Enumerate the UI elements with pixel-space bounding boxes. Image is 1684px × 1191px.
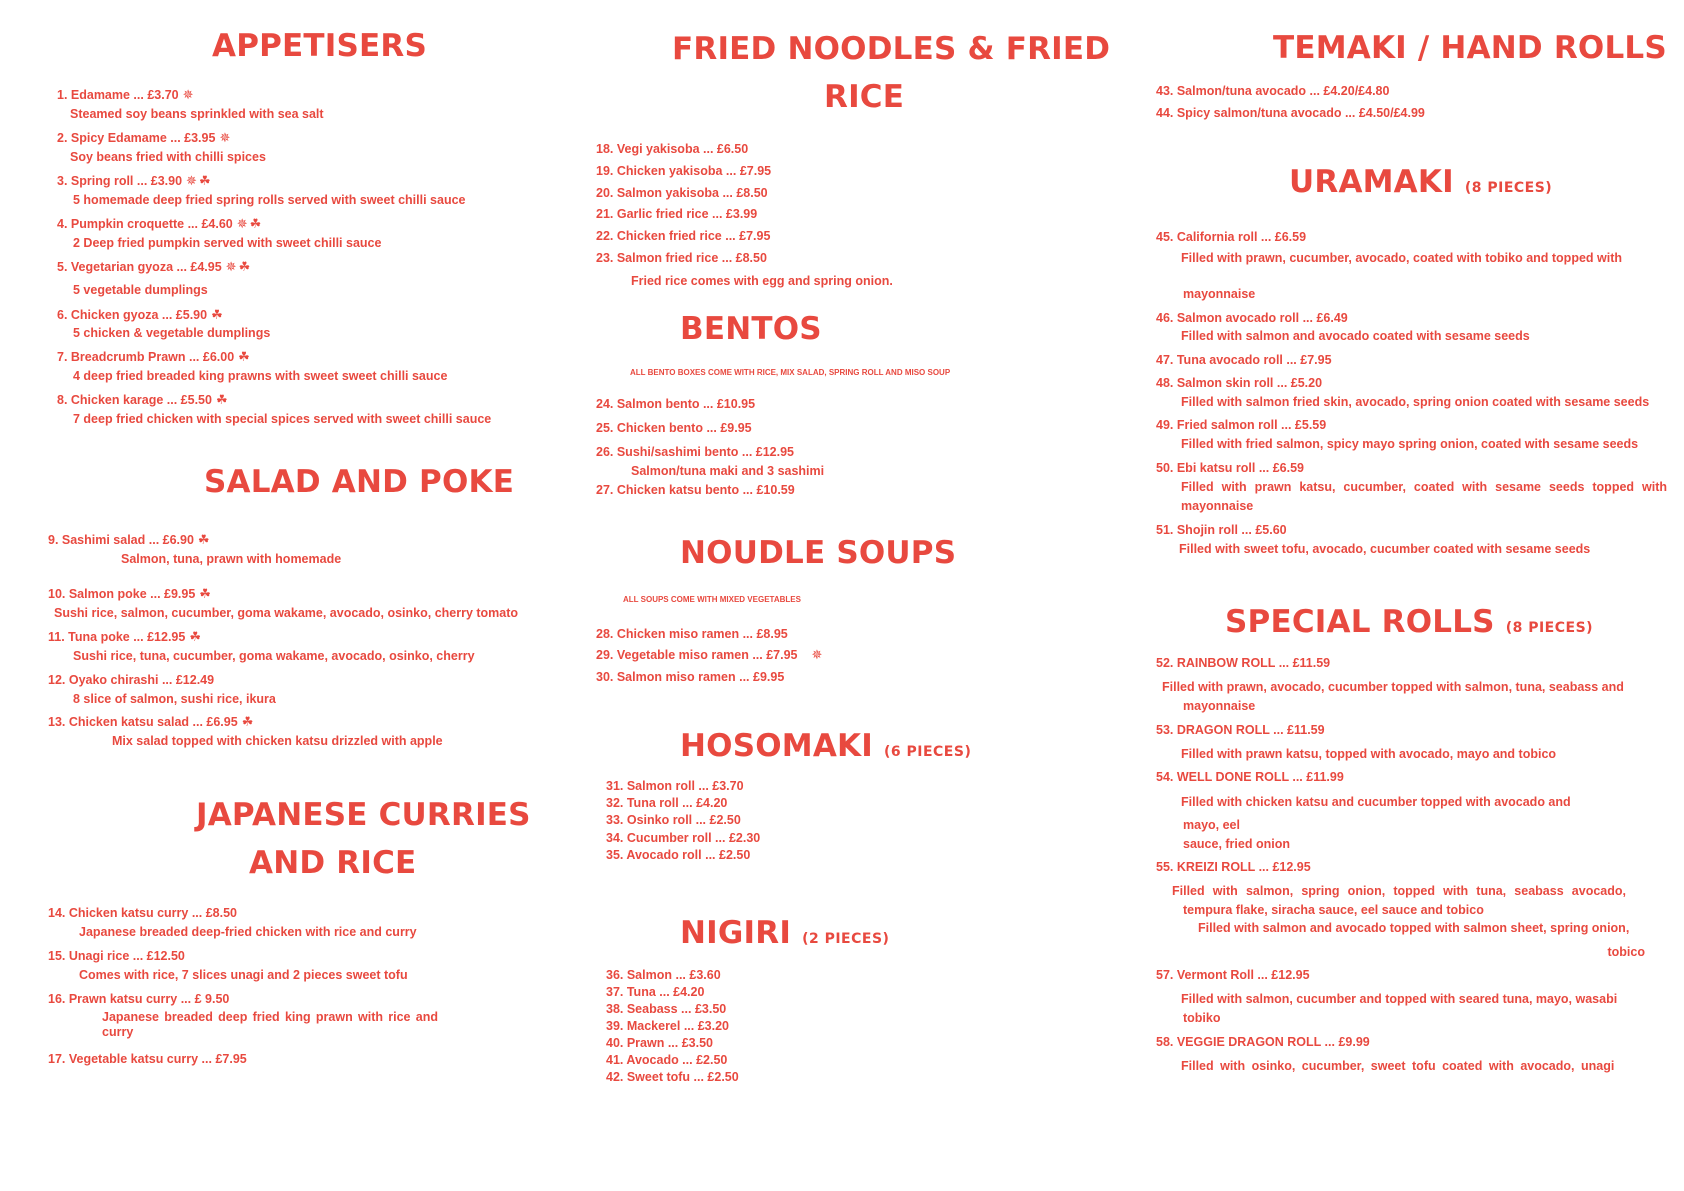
menu-item: 31. Salmon roll ... £3.70 [606, 779, 744, 793]
nigiri-heading: NIGIRI (2 PIECES) [680, 915, 890, 951]
menu-item: 11. Tuna poke ... £12.95 ☘ [48, 629, 201, 644]
item-description: Japanese breaded deep fried king prawn with rice and curry [102, 1010, 438, 1039]
item-description: Fried rice comes with egg and spring onion. [631, 274, 893, 288]
bentos-heading: BENTOS [680, 311, 822, 347]
item-description: tobico [1607, 945, 1645, 959]
noodle-soups-heading: NOUDLE SOUPS [680, 535, 957, 571]
asterisk-flower-icon: ✵ [236, 216, 248, 231]
menu-item: 33. Osinko roll ... £2.50 [606, 813, 741, 827]
menu-item: 39. Mackerel ... £3.20 [606, 1019, 730, 1033]
menu-item: 16. Prawn katsu curry ... £ 9.50 [48, 992, 230, 1006]
item-description: tempura flake, siracha sauce, eel sauce and tobico [1183, 903, 1484, 917]
item-description: mayonnaise [1183, 287, 1256, 301]
menu-item: 53. DRAGON ROLL ... £11.59 [1156, 723, 1325, 737]
leaf-sprig-icon: ☘ [189, 629, 201, 644]
menu-item: 37. Tuna ... £4.20 [606, 985, 705, 999]
curries-heading-line2: AND RICE [249, 845, 417, 881]
item-description: Filled with fried salmon, spicy mayo spring onion, coated with sesame seeds [1181, 437, 1639, 451]
curries-heading-line1: JAPANESE CURRIES [196, 797, 531, 833]
item-description: Filled with prawn, avocado, cucumber topped with salmon, tuna, seabass and [1162, 680, 1624, 694]
item-description: Filled with chicken katsu and cucumber topped with avocado and [1181, 795, 1571, 809]
special-rolls-heading: SPECIAL ROLLS (8 PIECES) [1225, 604, 1594, 640]
item-description: mayo, eel [1183, 818, 1240, 832]
leaf-sprig-icon: ☘ [215, 392, 228, 407]
leaf-sprig-icon: ☘ [238, 349, 250, 364]
temaki-heading: TEMAKI / HAND ROLLS [1273, 30, 1667, 66]
menu-item: 58. VEGGIE DRAGON ROLL ... £9.99 [1156, 1035, 1370, 1049]
item-description: Filled with salmon, cucumber and topped with seared tuna, mayo, wasabi [1181, 992, 1618, 1006]
item-description: Filled with prawn katsu, cucumber, coated with sesame seeds topped with [1181, 480, 1667, 494]
leaf-sprig-icon: ☘ [238, 259, 251, 274]
leaf-sprig-icon: ☘ [198, 173, 211, 188]
menu-item: 20. Salmon yakisoba ... £8.50 [596, 186, 768, 200]
item-description: 5 vegetable dumplings [73, 283, 208, 297]
item-description: Filled with salmon and avocado topped with salmon sheet, spring onion, [1198, 921, 1630, 935]
menu-item: 54. WELL DONE ROLL ... £11.99 [1156, 770, 1344, 784]
menu-item: 7. Breadcrumb Prawn ... £6.00 ☘ [57, 349, 250, 364]
soups-note: ALL SOUPS COME WITH MIXED VEGETABLES [623, 595, 801, 604]
asterisk-flower-icon: ✵ [811, 647, 823, 662]
menu-item: 13. Chicken katsu salad ... £6.95 ☘ [48, 714, 254, 729]
bento-note: ALL BENTO BOXES COME WITH RICE, MIX SALAD, SPRING ROLL AND MISO SOUP [630, 368, 951, 377]
item-description: mayonnaise [1181, 499, 1254, 513]
menu-item: 32. Tuna roll ... £4.20 [606, 796, 728, 810]
menu-item: 51. Shojin roll ... £5.60 [1156, 523, 1287, 537]
item-description: Filled with salmon, spring onion, topped with tuna, seabass avocado, [1172, 884, 1626, 898]
item-description: sauce, fried onion [1183, 837, 1290, 851]
menu-item: 5. Vegetarian gyoza ... £4.95 ✵ ☘ [57, 259, 251, 274]
noodles-heading-line2: RICE [824, 79, 905, 115]
appetisers-heading: APPETISERS [212, 28, 427, 64]
item-description: Filled with sweet tofu, avocado, cucumber coated with sesame seeds [1179, 542, 1591, 556]
asterisk-flower-icon: ✵ [186, 173, 197, 188]
menu-item: 19. Chicken yakisoba ... £7.95 [596, 164, 772, 178]
item-description: 5 homemade deep fried spring rolls served with sweet chilli sauce [73, 193, 466, 207]
menu-item: 35. Avocado roll ... £2.50 [606, 848, 751, 860]
menu-item: 23. Salmon fried rice ... £8.50 [596, 251, 767, 265]
menu-item: 3. Spring roll ... £3.90 ✵ ☘ [57, 173, 211, 188]
leaf-sprig-icon: ☘ [241, 714, 254, 729]
menu-item: 15. Unagi rice ... £12.50 [48, 949, 185, 963]
menu-item: 57. Vermont Roll ... £12.95 [1156, 968, 1310, 982]
asterisk-flower-icon: ✵ [225, 259, 237, 274]
leaf-sprig-icon: ☘ [197, 532, 210, 547]
menu-item: 28. Chicken miso ramen ... £8.95 [596, 627, 788, 641]
menu-item: 40. Prawn ... £3.50 [606, 1036, 714, 1050]
item-description: Filled with prawn katsu, topped with avocado, mayo and tobico [1181, 747, 1557, 761]
menu-item: 44. Spicy salmon/tuna avocado ... £4.50/£4.99 [1156, 106, 1425, 120]
special-pieces: (8 PIECES) [1505, 620, 1594, 636]
menu-item: 42. Sweet tofu ... £2.50 [606, 1070, 739, 1082]
item-description: Filled with salmon fried skin, avocado, spring onion coated with sesame seeds [1181, 395, 1650, 409]
menu-item: 29. Vegetable miso ramen ... £7.95 ✵ [596, 647, 823, 662]
item-description: Salmon, tuna, prawn with homemade [121, 552, 342, 566]
menu-item: 27. Chicken katsu bento ... £10.59 [596, 483, 795, 497]
nigiri-list [606, 968, 846, 1082]
menu-item: 14. Chicken katsu curry ... £8.50 [48, 906, 237, 920]
menu-item: 41. Avocado ... £2.50 [606, 1053, 728, 1067]
item-description: 8 slice of salmon, sushi rice, ikura [73, 692, 276, 706]
uramaki-pieces: (8 PIECES) [1464, 180, 1553, 196]
item-description: Filled with osinko, cucumber, sweet tofu coated with avocado, unagi [1181, 1059, 1615, 1073]
menu-item: 1. Edamame ... £3.70 ✵ [57, 87, 194, 102]
item-description: Japanese breaded deep-fried chicken with rice and curry [79, 925, 417, 939]
hosomaki-pieces: (6 PIECES) [883, 744, 972, 760]
item-description: 7 deep fried chicken with special spices served with sweet chilli sauce [73, 412, 492, 426]
uramaki-heading: URAMAKI (8 PIECES) [1289, 164, 1553, 200]
noodles-heading-line1: FRIED NOODLES & FRIED [672, 31, 1111, 67]
asterisk-flower-icon: ✵ [182, 87, 194, 102]
item-description: Soy beans fried with chilli spices [70, 150, 266, 164]
menu-item: 12. Oyako chirashi ... £12.49 [48, 673, 215, 687]
menu-item: 17. Vegetable katsu curry ... £7.95 [48, 1052, 247, 1066]
item-description: tobiko [1183, 1011, 1221, 1025]
menu-item: 36. Salmon ... £3.60 [606, 968, 721, 982]
leaf-sprig-icon: ☘ [211, 307, 223, 322]
item-description: mayonnaise [1183, 699, 1256, 713]
hosomaki-list [606, 779, 846, 860]
menu-item: 52. RAINBOW ROLL ... £11.59 [1156, 656, 1331, 670]
menu-item: 45. California roll ... £6.59 [1156, 230, 1307, 244]
item-description: 5 chicken & vegetable dumplings [73, 326, 271, 340]
menu-item: 21. Garlic fried rice ... £3.99 [596, 207, 758, 221]
menu-item: 2. Spicy Edamame ... £3.95 ✵ [57, 130, 231, 145]
nigiri-pieces: (2 PIECES) [802, 931, 890, 947]
item-description: Salmon/tuna maki and 3 sashimi [631, 464, 825, 478]
item-description: Comes with rice, 7 slices unagi and 2 pieces sweet tofu [79, 968, 408, 982]
item-description: Sushi rice, tuna, cucumber, goma wakame, avocado, osinko, cherry [73, 649, 475, 663]
menu-item: 25. Chicken bento ... £9.95 [596, 421, 752, 435]
menu-item: 46. Salmon avocado roll ... £6.49 [1156, 311, 1348, 325]
item-description: 4 deep fried breaded king prawns with sweet sweet chilli sauce [73, 369, 448, 383]
item-description: 2 Deep fried pumpkin served with sweet chilli sauce [73, 236, 382, 250]
menu-item: 49. Fried salmon roll ... £5.59 [1156, 418, 1327, 432]
menu-item: 48. Salmon skin roll ... £5.20 [1156, 376, 1323, 390]
hosomaki-heading: HOSOMAKI (6 PIECES) [680, 728, 972, 764]
menu-item: 9. Sashimi salad ... £6.90 ☘ [48, 532, 210, 547]
menu-item: 18. Vegi yakisoba ... £6.50 [596, 142, 749, 156]
asterisk-flower-icon: ✵ [219, 130, 231, 145]
leaf-sprig-icon: ☘ [199, 586, 211, 601]
menu-item: 24. Salmon bento ... £10.95 [596, 397, 756, 411]
menu-item: 50. Ebi katsu roll ... £6.59 [1156, 461, 1304, 475]
item-description: Filled with salmon and avocado coated with sesame seeds [1181, 329, 1530, 343]
menu-item: 38. Seabass ... £3.50 [606, 1002, 727, 1016]
menu-item: 22. Chicken fried rice ... £7.95 [596, 229, 771, 243]
menu-item: 6. Chicken gyoza ... £5.90 ☘ [57, 307, 223, 322]
menu-item: 30. Salmon miso ramen ... £9.95 [596, 670, 785, 684]
item-description: Sushi rice, salmon, cucumber, goma wakame, avocado, osinko, cherry tomato [54, 606, 519, 620]
menu-item: 26. Sushi/sashimi bento ... £12.95 [596, 445, 794, 459]
salad-poke-heading: SALAD AND POKE [204, 464, 515, 500]
menu-item: 10. Salmon poke ... £9.95 ☘ [48, 586, 211, 601]
menu-item: 47. Tuna avocado roll ... £7.95 [1156, 353, 1332, 367]
menu-item: 34. Cucumber roll ... £2.30 [606, 831, 761, 845]
menu-item: 8. Chicken karage ... £5.50 ☘ [57, 392, 228, 407]
item-description: Filled with prawn, cucumber, avocado, coated with tobiko and topped with [1181, 251, 1623, 265]
item-description: Mix salad topped with chicken katsu drizzled with apple [112, 734, 443, 748]
leaf-sprig-icon: ☘ [249, 216, 262, 231]
item-description: Steamed soy beans sprinkled with sea salt [70, 107, 324, 121]
menu-item: 4. Pumpkin croquette ... £4.60 ✵ ☘ [57, 216, 262, 231]
menu-item: 55. KREIZI ROLL ... £12.95 [1156, 860, 1311, 874]
menu-item: 43. Salmon/tuna avocado ... £4.20/£4.80 [1156, 84, 1390, 98]
